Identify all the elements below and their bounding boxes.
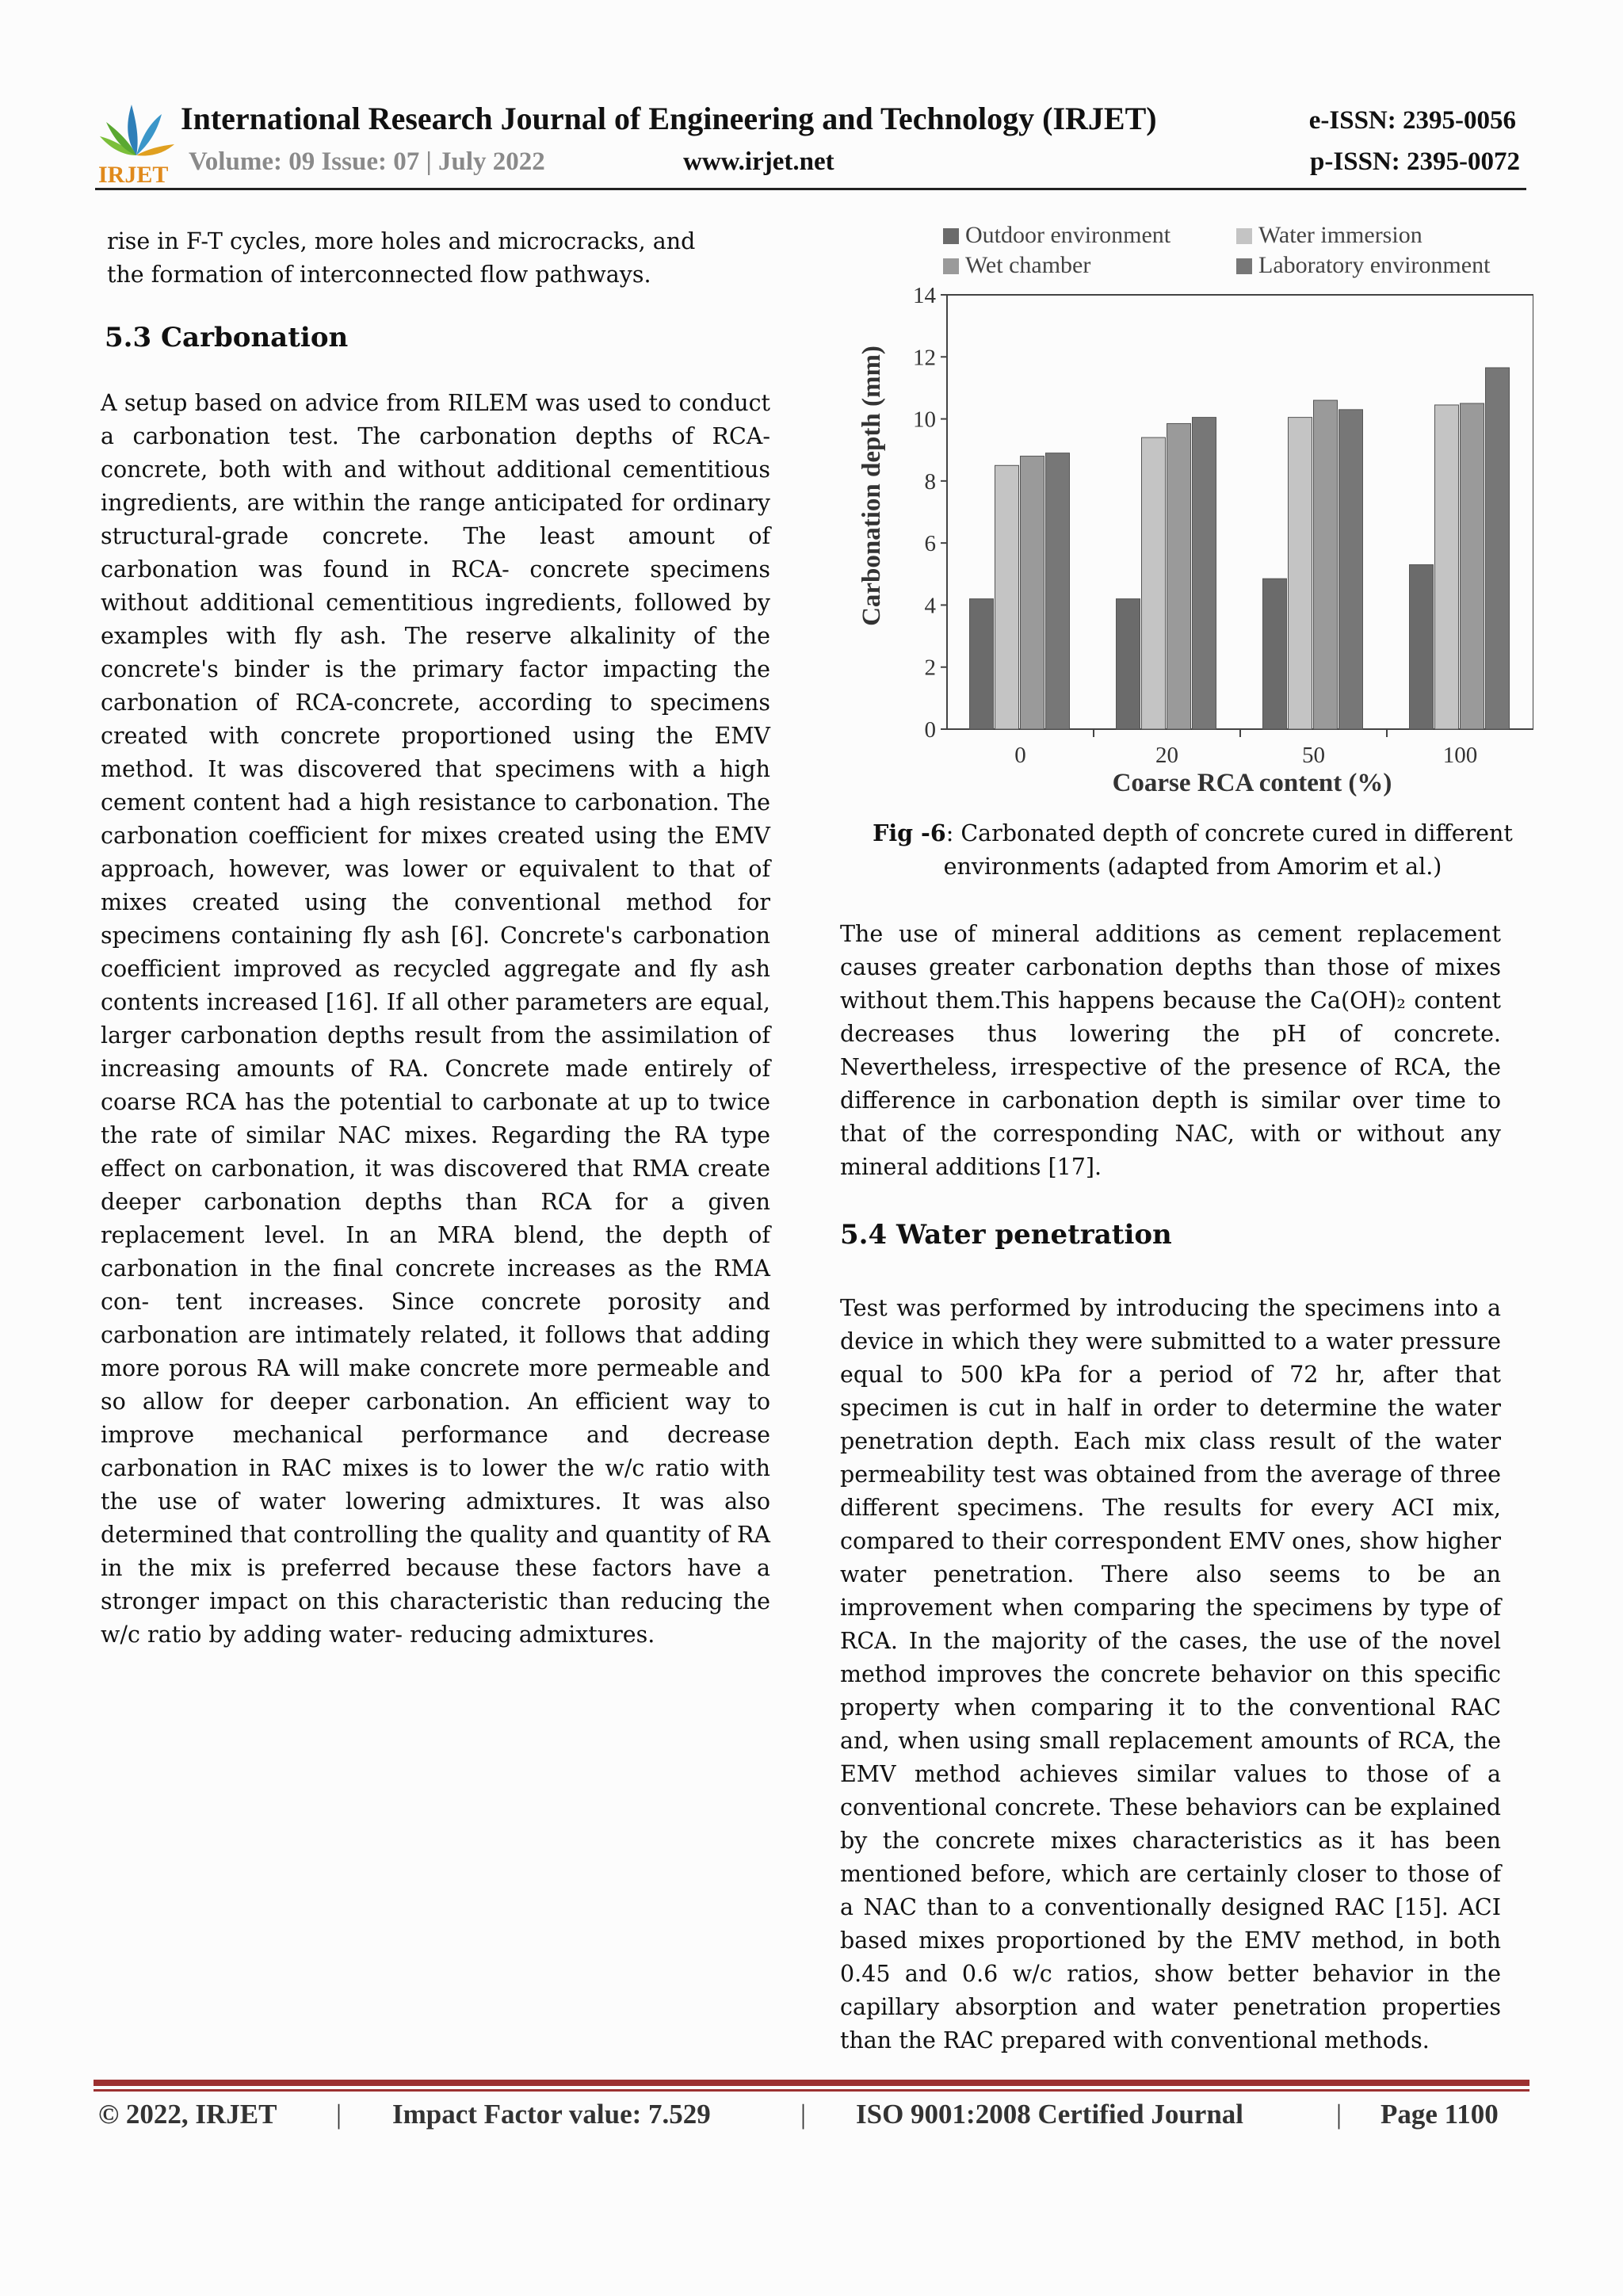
footer-iso: ISO 9001:2008 Certified Journal <box>856 2099 1244 2130</box>
footer-separator: | <box>1336 2099 1342 2130</box>
legend-item <box>1236 252 1491 278</box>
bar <box>1461 403 1484 729</box>
y-tick-label: 8 <box>924 468 936 495</box>
intro-line: rise in F-T cycles, more holes and microcracks, and <box>107 228 696 254</box>
bar <box>1142 437 1166 729</box>
paragraph: A setup based on advice from RILEM was used to conduct a carbonation test. The carbonation depths of RCA-concrete, both with and without additional cementitious ingredients, are within the range anticipated for ordinary structural-grade concrete. The least amount of carbonation was found in RCA- concrete specimens without additional cementitious ingredients, followed by examples with fly ash. The reserve alkalinity of the concrete's binder is the primary factor impacting the carbonation of RCA-concrete, according to specimens created with concrete proportioned using the EMV method. It was discovered that specimens with a high cement content had a high resistance to carbonation. The carbonation coefficient for mixes created using the EMV approach, however, was lower or equivalent to that of mixes created using the conventional method for specimens containing fly ash [6]. Concrete's carbonation coefficient improved as recycled aggregate and fly ash contents increased [16]. If all other parameters are equal, larger carbonation depths result from the assimilation of increasing amounts of RA. Concrete made entirely of coarse RCA has the potential to carbonate at up to twice the rate of similar NAC mixes. Regarding the RA type effect on carbonation, it was discovered that RMA create deeper carbonation depths than RCA for a given replacement level. In an MRA blend, the depth of carbonation in the final concrete increases as the RMA con- tent increases. Since concrete porosity and carbonation are intimately related, it follows that adding more porous RA will make concrete more permeable and so allow for deeper carbonation. An efficient way to improve mechanical performance and decrease carbonation in RAC mixes is to lower the w/c ratio with the use of water lowering admixtures. It was also determined that controlling the quality and quantity of RA in the mix is preferred because these factors have a stronger impact on this characteristic than reducing the w/c ratio by adding water- reducing admixtures. <box>101 390 770 1648</box>
bar <box>1193 418 1216 729</box>
x-axis-label: Coarse RCA content (%) <box>1112 769 1392 797</box>
footer-copyright: © 2022, IRJET <box>98 2099 277 2130</box>
mineral-additions-paragraph <box>840 918 1501 1184</box>
bar <box>1339 410 1363 729</box>
bar <box>1167 423 1191 729</box>
bar <box>1289 418 1312 729</box>
legend-label: Outdoor environment <box>965 222 1171 248</box>
x-tick-label: 20 <box>1155 743 1178 768</box>
bar <box>1021 457 1044 729</box>
footer-divider-thin <box>94 2089 1529 2092</box>
legend-swatch <box>943 228 959 244</box>
legend-item <box>943 222 1171 248</box>
figure-caption <box>864 816 1522 884</box>
y-tick-label: 10 <box>913 407 936 433</box>
x-tick-label: 50 <box>1302 743 1325 768</box>
bar <box>1486 368 1510 729</box>
y-tick-label: 4 <box>924 593 936 619</box>
eissn: e-ISSN: 2395-0056 <box>1308 106 1516 135</box>
legend-label: Wet chamber <box>965 252 1091 278</box>
legend-swatch <box>943 258 959 274</box>
intro-lines <box>101 225 770 292</box>
bar <box>1410 565 1434 729</box>
legend-item <box>943 252 1090 278</box>
section-heading-carbonation: 5.3 Carbonation <box>105 322 349 353</box>
legend-swatch <box>1236 258 1252 274</box>
paragraph: Test was performed by introducing the specimens into a device in which they were submitted to a water pressure equal to 500 kPa for a period of 72 hr, after that specimen is cut in half in order to determine the water penetration depth. Each mix class result of the water permeability test was obtained from the average of three different specimens. The results for every ACI mix, compared to their correspondent EMV ones, show higher water penetration. There also seems to be an improvement when comparing the specimens by type of RCA. In the majority of the cases, the use of the novel method improves the concrete behavior on this specific property when comparing it to the conventional RAC and, when using small replacement amounts of RCA, the EMV method achieves similar values to those of a conventional concrete. These behaviors can be explained by the concrete mixes characteristics as it has been mentioned before, which are certainly closer to those of a NAC than to a conventionally designed RAC [15]. ACI based mixes proportioned by the EMV method, in both 0.45 and 0.6 w/c ratios, show better behavior in the capillary absorption and water penetration properties than the RAC prepared with conventional methods. <box>840 1295 1501 2053</box>
x-tick-label: 100 <box>1442 743 1478 768</box>
footer-separator: | <box>800 2099 807 2130</box>
y-tick-label: 6 <box>924 531 936 557</box>
y-tick-label: 0 <box>924 717 936 743</box>
footer-separator: | <box>336 2099 342 2130</box>
bar <box>1263 579 1287 729</box>
footer-divider <box>94 2080 1529 2086</box>
carbonation-chart <box>852 212 1533 799</box>
chart-plot-area <box>913 283 1533 768</box>
y-tick-label: 2 <box>924 655 936 681</box>
bar <box>995 465 1019 729</box>
paragraph: The use of mineral additions as cement replacement causes greater carbonation depths than those of mixes without them.This happens because the Ca(OH)₂ content decreases thus lowering the pH of concrete. Nevertheless, irrespective of the presence of RCA, the difference in carbonation depth is similar over time to that of the corresponding NAC, with or without any mineral additions [17]. <box>840 921 1501 1180</box>
figure-caption-text: : Carbonated depth of concrete cured in different environments (adapted from Amorim et al.) <box>943 820 1513 880</box>
chart-legend <box>943 222 1491 278</box>
legend-item <box>1236 222 1423 248</box>
y-axis-label: Carbonation depth (mm) <box>857 346 886 626</box>
legend-label: Laboratory environment <box>1258 252 1491 278</box>
y-tick-label: 14 <box>913 283 936 308</box>
x-tick-label: 0 <box>1014 743 1026 768</box>
svg-text:IRJET: IRJET <box>98 162 169 187</box>
bar <box>1435 405 1459 729</box>
section-heading-water-penetration: 5.4 Water penetration <box>840 1219 1172 1251</box>
footer-page-number: Page 1100 <box>1381 2099 1499 2130</box>
bar <box>1117 599 1140 729</box>
bar <box>1314 400 1338 729</box>
footer-impact-factor: Impact Factor value: 7.529 <box>392 2099 711 2130</box>
bar <box>970 599 994 729</box>
carbonation-body <box>101 387 770 1652</box>
bar <box>1046 453 1070 729</box>
pissn: p-ISSN: 2395-0072 <box>1310 147 1520 176</box>
legend-swatch <box>1236 228 1252 244</box>
journal-title: International Research Journal of Engineering and Technology (IRJET) <box>181 101 1157 136</box>
volume-issue: Volume: 09 Issue: 07 | July 2022 <box>189 147 545 176</box>
figure-caption-label: Fig -6 <box>873 819 946 846</box>
irjet-logo <box>95 94 178 187</box>
y-tick-label: 12 <box>913 345 936 371</box>
journal-website[interactable]: www.irjet.net <box>683 147 834 176</box>
legend-label: Water immersion <box>1258 222 1423 248</box>
logo-leaves-icon <box>100 105 174 155</box>
header-divider <box>95 188 1526 190</box>
intro-line: the formation of interconnected flow pathways. <box>107 262 651 288</box>
water-penetration-body <box>840 1292 1501 2057</box>
